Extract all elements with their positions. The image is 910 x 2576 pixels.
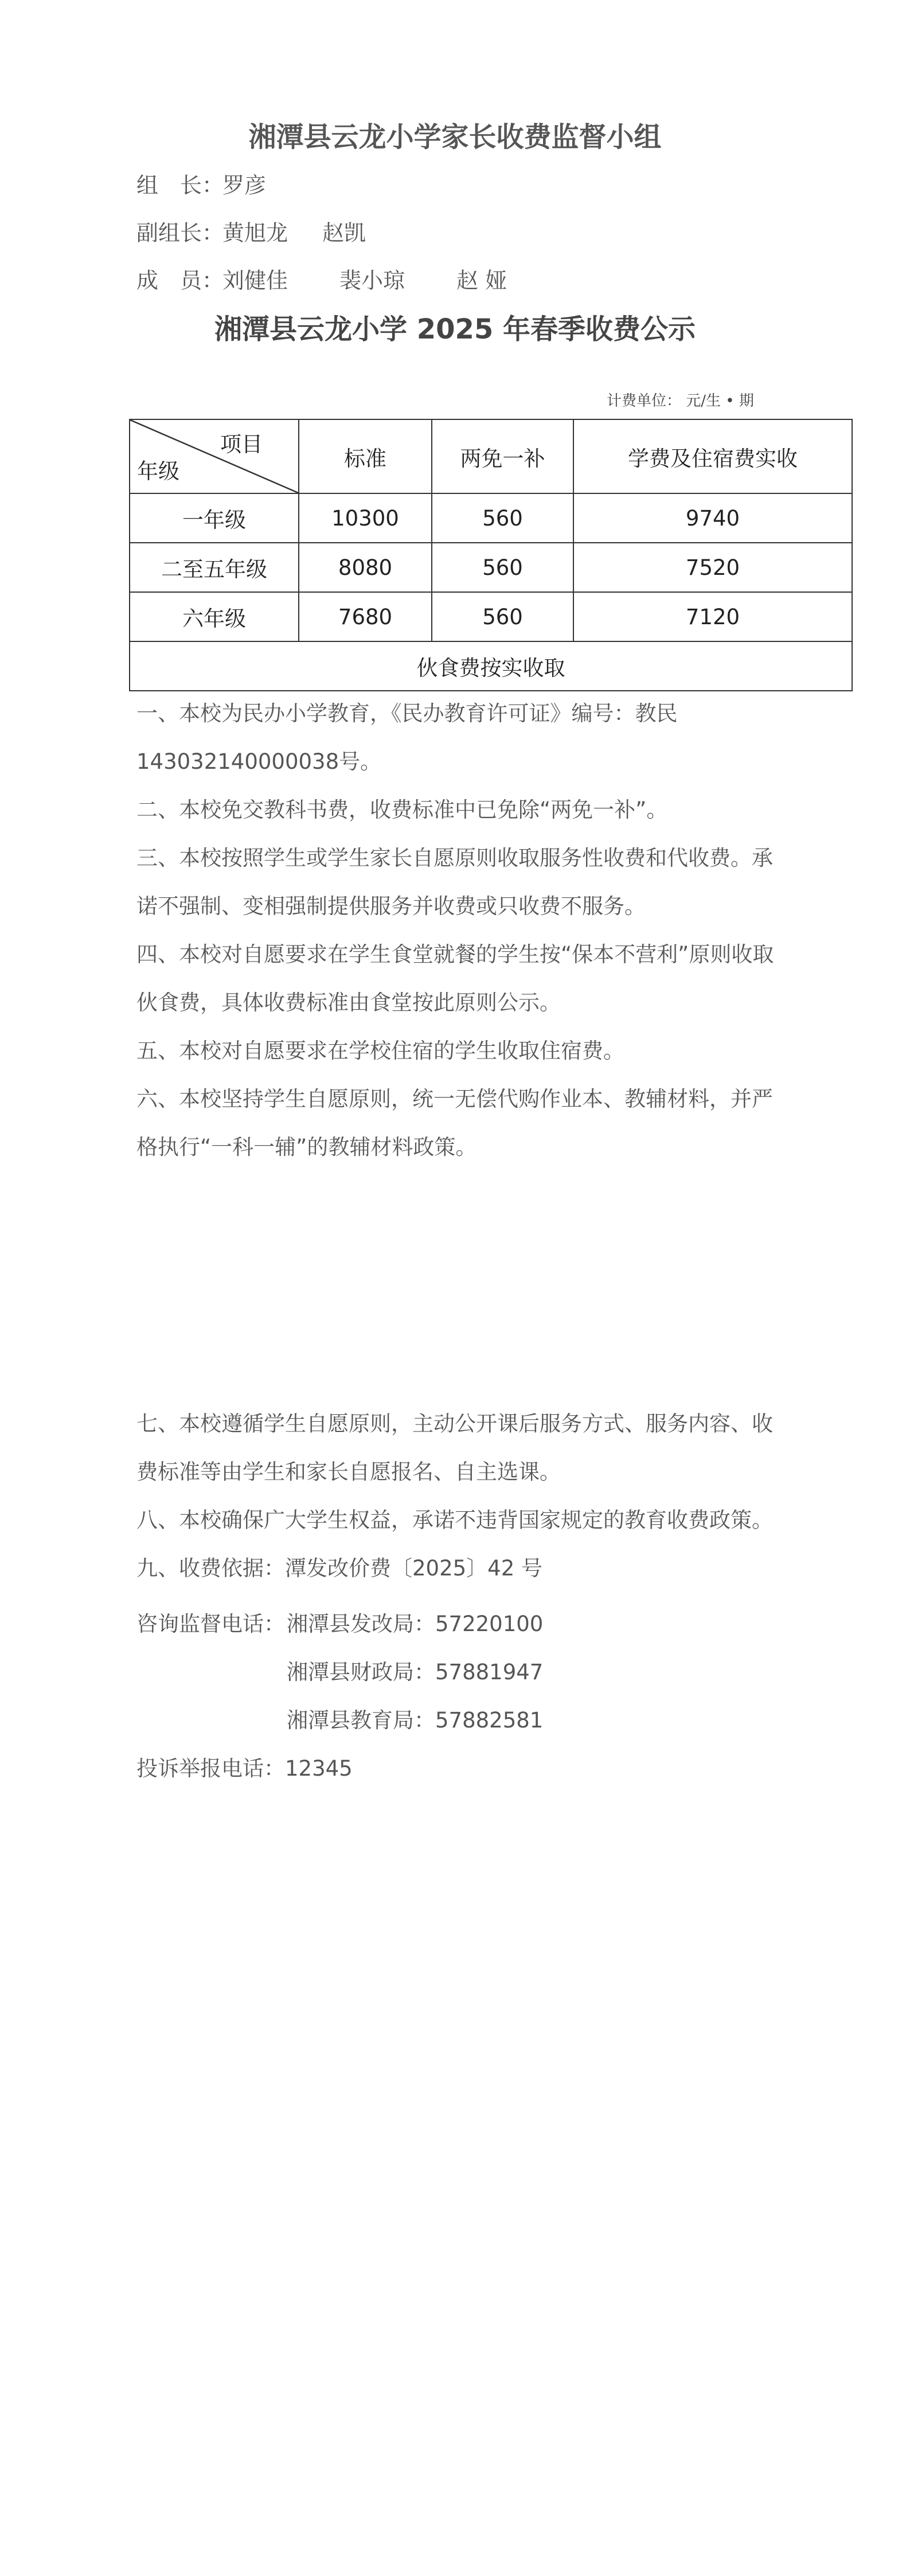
member-name: 刘健佳	[222, 268, 288, 293]
standard-cell: 8080	[299, 543, 432, 592]
actual-cell: 9740	[573, 493, 852, 543]
header-actual: 学费及住宿费实收	[573, 419, 852, 493]
leader-line	[136, 168, 266, 199]
table-header-row	[130, 419, 852, 493]
actual-cell: 7120	[573, 592, 852, 641]
subsidy-cell: 560	[432, 592, 573, 641]
paragraph-4: 四、本校对自愿要求在学生食堂就餐的学生按“保本不营利”原则收取伙食费，具体收费标准由食堂按此原则公示。	[136, 942, 774, 1015]
complaint-line: 投诉举报电话：12345	[136, 1756, 353, 1781]
table-row	[130, 493, 852, 543]
paragraph-9: 九、收费依据：潭发改价费〔2025〕42 号	[136, 1556, 543, 1581]
paragraph-7: 七、本校遵循学生自愿原则，主动公开课后服务方式、服务内容、收费标准等由学生和家长自愿报名、自主选课。	[136, 1411, 773, 1484]
paragraph-1: 一、本校为民办小学教育，《民办教育许可证》编号：教民143032140000038号。	[136, 701, 678, 774]
header-subsidy: 两免一补	[432, 419, 573, 493]
member-name: 裴小琼	[339, 268, 405, 293]
members-label: 成 员：	[136, 268, 224, 293]
leader-label: 组 长：	[136, 173, 224, 198]
supervision-group-title: 湘潭县云龙小学家长收费监督小组	[248, 121, 662, 153]
contact-line: 湘潭县发改局：57220100	[287, 1612, 544, 1636]
paragraph-6: 六、本校坚持学生自愿原则，统一无偿代购作业本、教辅材料，并严格执行“一科一辅”的教辅材料政策。	[136, 1087, 773, 1159]
vice-leader-line	[136, 215, 400, 247]
subsidy-cell: 560	[432, 543, 573, 592]
paragraph-8: 八、本校确保广大学生权益，承诺不违背国家规定的教育收费政策。	[136, 1508, 773, 1532]
table-row	[130, 592, 852, 641]
vice-leader-label: 副组长：	[136, 220, 224, 246]
vice-leader-name: 黄旭龙	[222, 220, 288, 246]
contact-line: 湘潭县教育局：57882581	[287, 1708, 544, 1733]
table-footer-row	[130, 641, 852, 691]
paragraph-5: 五、本校对自愿要求在学校住宿的学生收取住宿费。	[136, 1038, 624, 1063]
paragraph-3: 三、本校按照学生或学生家长自愿原则收取服务性收费和代收费。承诺不强制、变相强制提供服务并收费或只收费不服务。	[136, 846, 773, 919]
subsidy-cell: 560	[432, 493, 573, 543]
grade-cell: 六年级	[130, 592, 299, 641]
leader-name: 罗彦	[222, 173, 267, 198]
actual-cell: 7520	[573, 543, 852, 592]
members-line	[136, 263, 541, 294]
grade-cell: 一年级	[130, 493, 299, 543]
corner-item-label: 项目	[220, 432, 263, 457]
member-name: 赵 娅	[456, 268, 507, 293]
corner-grade-label: 年级	[137, 459, 179, 484]
header-standard: 标准	[299, 419, 432, 493]
standard-cell: 7680	[299, 592, 432, 641]
vice-leader-name: 赵凯	[322, 220, 366, 246]
contact-line: 湘潭县财政局：57881947	[287, 1660, 544, 1684]
paragraph-2: 二、本校免交教科书费，收费标准中已免除“两免一补”。	[136, 797, 668, 822]
standard-cell: 10300	[299, 493, 432, 543]
corner-cell	[130, 419, 299, 493]
table-row	[130, 543, 852, 592]
meal-fee-note: 伙食费按实收取	[130, 641, 852, 691]
grade-cell: 二至五年级	[130, 543, 299, 592]
billing-unit: 计费单位： 元/生 • 期	[607, 392, 754, 410]
fee-table	[129, 419, 853, 691]
contact-label: 咨询监督电话：	[136, 1612, 285, 1636]
notice-title: 湘潭县云龙小学 2025 年春季收费公示	[214, 313, 696, 345]
